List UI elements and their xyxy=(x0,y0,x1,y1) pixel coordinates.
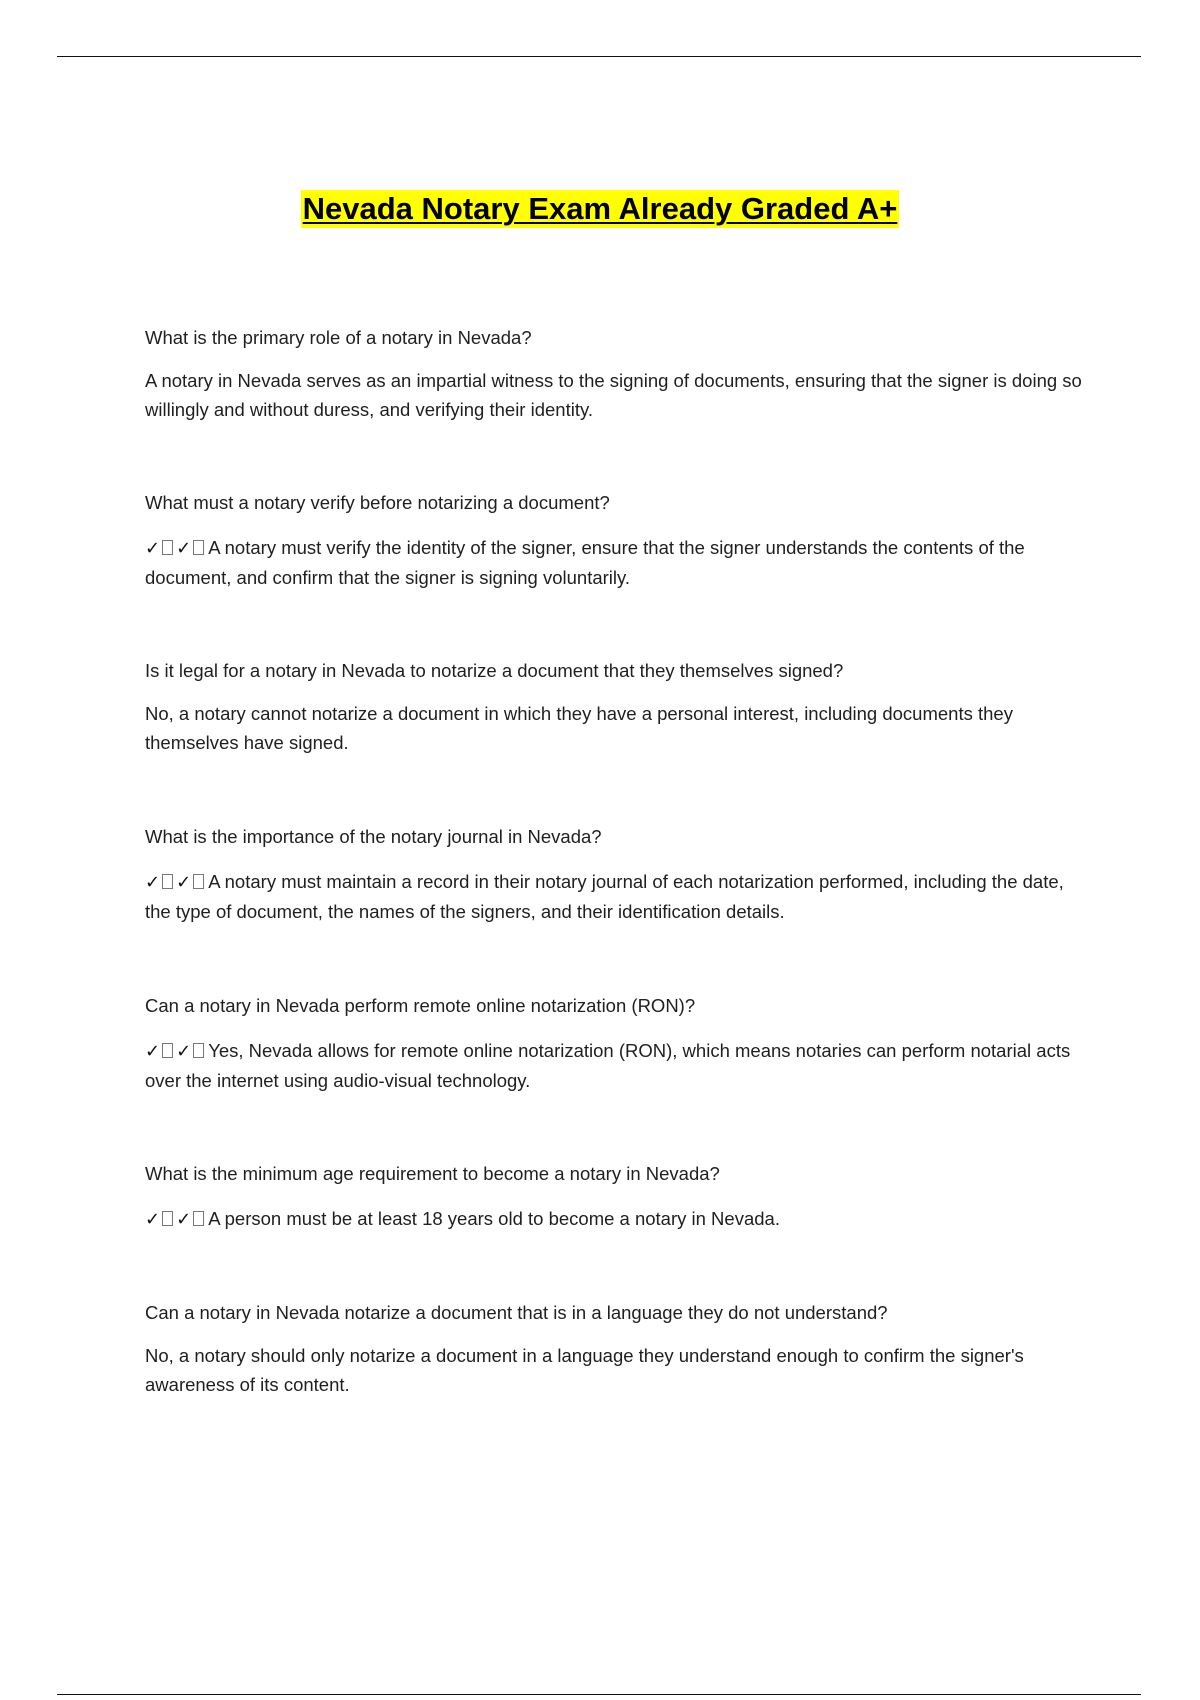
qa-item xyxy=(145,823,1090,926)
missing-glyph-icon xyxy=(162,1043,173,1058)
question-text: Can a notary in Nevada notarize a document that is in a language they do not understand? xyxy=(145,1302,888,1323)
answer-text xyxy=(145,533,1090,592)
question-text: What is the minimum age requirement to become a notary in Nevada? xyxy=(145,1163,720,1184)
answer-body: No, a notary should only notarize a document in a language they understand enough to confirm the signer's awareness of its content. xyxy=(145,1345,1024,1395)
header-rule xyxy=(57,56,1141,57)
answer-body: A notary must maintain a record in their notary journal of each notarization performed, including the date, the type of document, the names of the signers, and their identification details. xyxy=(145,871,1064,922)
answer-text xyxy=(145,867,1090,926)
check-icon: ✓ xyxy=(176,872,191,893)
qa-item xyxy=(145,324,1090,424)
answer-text xyxy=(145,699,1090,757)
answer-text xyxy=(145,366,1090,424)
check-icon: ✓ xyxy=(176,1041,191,1062)
qa-item xyxy=(145,1299,1090,1399)
answer-marker xyxy=(145,1209,207,1230)
missing-glyph-icon xyxy=(193,540,204,555)
title-block xyxy=(0,190,1200,228)
check-icon: ✓ xyxy=(145,1209,160,1230)
missing-glyph-icon xyxy=(162,1211,173,1226)
question-text: What is the importance of the notary journal in Nevada? xyxy=(145,826,602,847)
answer-text xyxy=(145,1341,1090,1399)
document-title: Nevada Notary Exam Already Graded A+ xyxy=(302,191,898,226)
answer-body: Yes, Nevada allows for remote online notarization (RON), which means notaries can perform notarial acts over the internet using audio-visual technology. xyxy=(145,1040,1071,1091)
answer-text xyxy=(145,1036,1090,1095)
check-icon: ✓ xyxy=(176,538,191,559)
check-icon: ✓ xyxy=(176,1209,191,1230)
answer-body: A notary in Nevada serves as an impartial witness to the signing of documents, ensuring that the signer is doing so willingly and without duress, and verifying their identity. xyxy=(145,370,1082,420)
footer-rule xyxy=(57,1694,1141,1695)
question-text: What must a notary verify before notarizing a document? xyxy=(145,492,610,513)
qa-item xyxy=(145,992,1090,1095)
answer-body: No, a notary cannot notarize a document in which they have a personal interest, including documents they themselves have signed. xyxy=(145,703,1013,753)
answer-marker xyxy=(145,538,207,559)
question-text: Can a notary in Nevada perform remote online notarization (RON)? xyxy=(145,995,696,1016)
answer-marker xyxy=(145,1041,207,1062)
answer-body: A person must be at least 18 years old to become a notary in Nevada. xyxy=(208,1208,780,1229)
missing-glyph-icon xyxy=(162,540,173,555)
missing-glyph-icon xyxy=(193,1211,204,1226)
qa-item xyxy=(145,1160,1090,1234)
question-text: Is it legal for a notary in Nevada to notarize a document that they themselves signed? xyxy=(145,660,844,681)
missing-glyph-icon xyxy=(162,874,173,889)
question-text: What is the primary role of a notary in Nevada? xyxy=(145,327,532,348)
answer-body: A notary must verify the identity of the signer, ensure that the signer understands the contents of the document, and confirm that the signer is signing voluntarily. xyxy=(145,537,1025,588)
qa-item xyxy=(145,657,1090,757)
qa-item xyxy=(145,489,1090,592)
check-icon: ✓ xyxy=(145,538,160,559)
missing-glyph-icon xyxy=(193,1043,204,1058)
answer-text xyxy=(145,1204,1090,1234)
answer-marker xyxy=(145,872,207,893)
check-icon: ✓ xyxy=(145,872,160,893)
check-icon: ✓ xyxy=(145,1041,160,1062)
missing-glyph-icon xyxy=(193,874,204,889)
